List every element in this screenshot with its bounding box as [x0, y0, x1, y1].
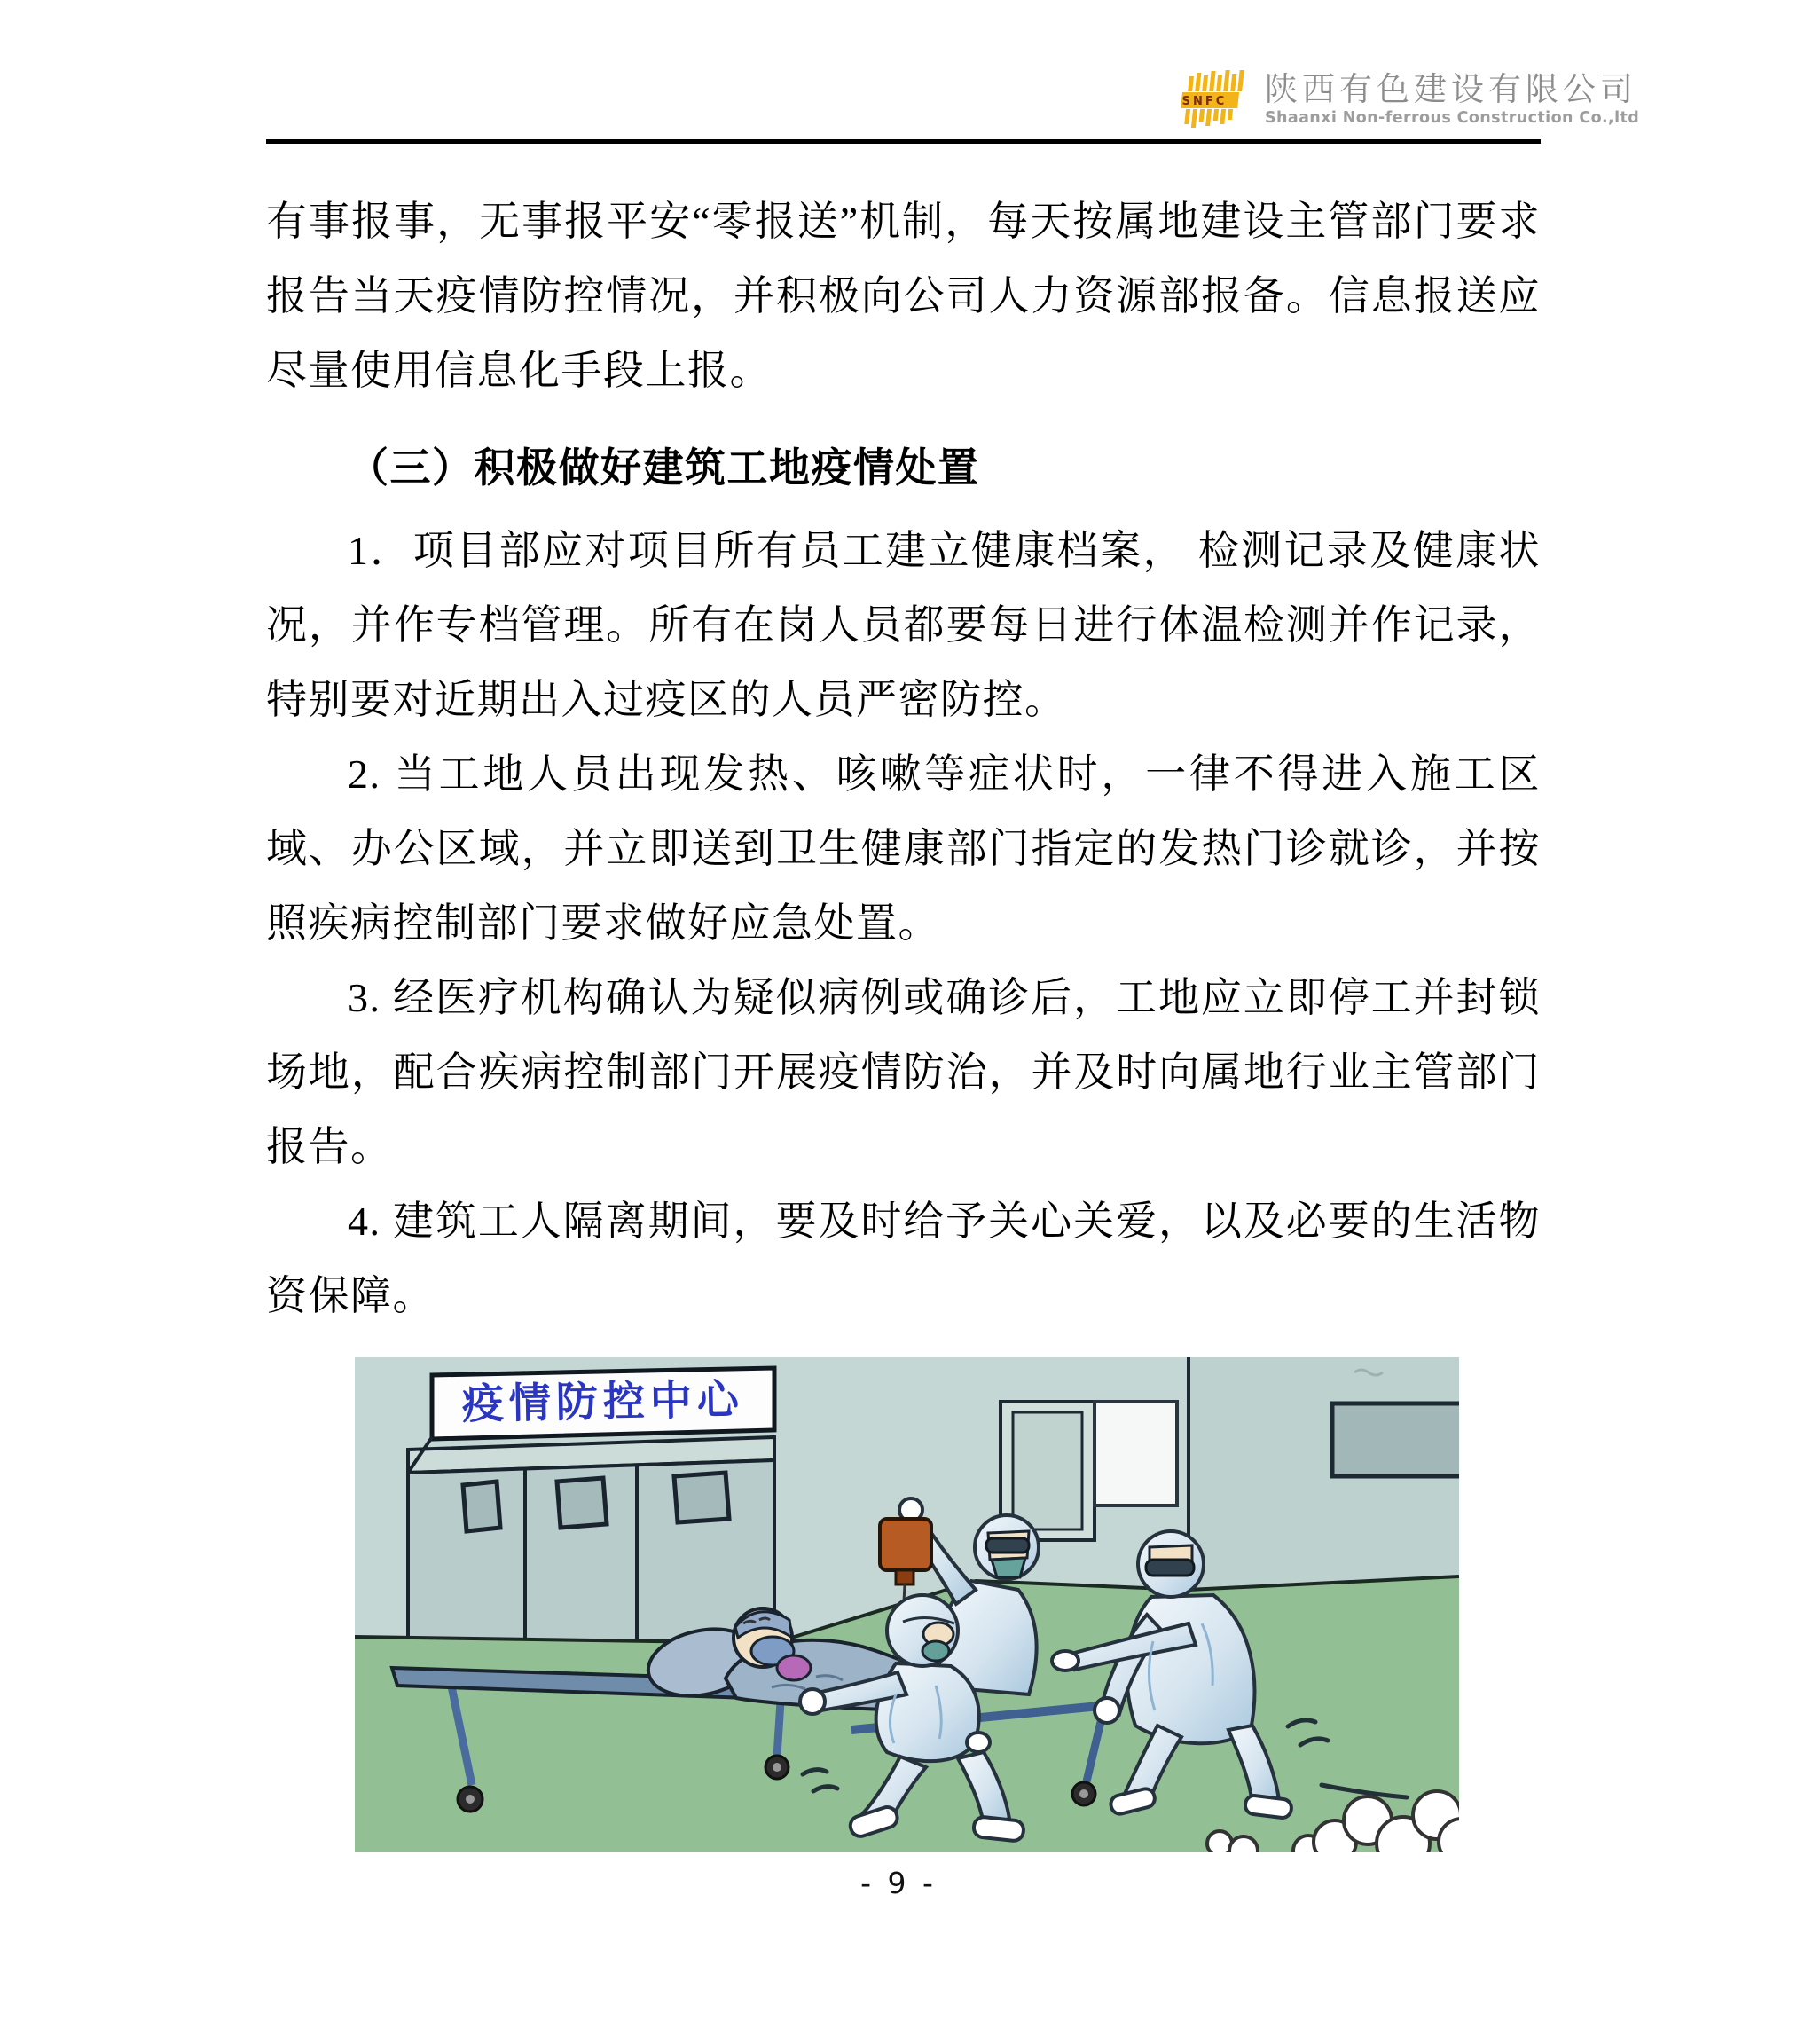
patient-scarf — [777, 1655, 811, 1680]
page-number: - 9 - — [860, 1866, 937, 1900]
door-window — [557, 1478, 607, 1528]
boot — [973, 1816, 1024, 1842]
list-item-4: 4. 建筑工人隔离期间，要及时给予关心关爱，以及必要的生活物资保障。 — [266, 1199, 1541, 1318]
goggles-icon — [986, 1538, 1029, 1553]
sign-text: 疫情防控中心 — [461, 1375, 745, 1429]
epidemic-control-cartoon — [355, 1357, 1459, 1852]
section-heading: （三）积极做好建筑工地疫情处置 — [348, 445, 980, 491]
goggles-icon — [1146, 1560, 1194, 1576]
entrance-facade — [408, 1368, 774, 1643]
right-wall-window — [1332, 1403, 1459, 1476]
door-window — [463, 1482, 500, 1531]
paragraph-intro: 有事报事，无事报平安“零报送”机制，每天按属地建设主管部门要求报告当天疫情防控情况，并积极向公司人力资源部报备。信息报送应尽量使用信息化手段上报。 — [266, 199, 1541, 393]
page-header — [1169, 67, 1639, 131]
glove — [1052, 1651, 1079, 1671]
iv-bottle — [880, 1519, 931, 1570]
glove — [800, 1689, 825, 1714]
company-name-en: Shaanxi Non-ferrous Construction Co.,ltd — [1265, 109, 1640, 127]
list-item-3: 3. 经医疗机构确认为疑似病例或确诊后，工地应立即停工并封锁场地，配合疾病控制部门开展疫情防治，并及时向属地行业主管部门报告。 — [266, 975, 1541, 1169]
glove — [1095, 1698, 1119, 1723]
company-name-zh: 陕西有色建设有限公司 — [1265, 70, 1637, 108]
boot — [1244, 1795, 1292, 1819]
list-item-1: 1．项目部应对项目所有员工建立健康档案， 检测记录及健康状况，并作专档管理。所有在岗人员都要每日进行体温检测并作记录，特别要对近期出入过疫区的人员严密防控。 — [266, 528, 1541, 722]
door-window — [674, 1473, 729, 1522]
header-divider — [266, 139, 1541, 144]
face-mask-icon — [992, 1558, 1025, 1577]
logo-acronym: SNFC — [1181, 95, 1228, 108]
list-item-2: 2. 当工地人员出现发热、咳嗽等症状时，一律不得进入施工区域、办公区域，并立即送到卫生健康部门指定的发热门诊就诊，并按照疾病控制部门要求做好应急处置。 — [266, 751, 1541, 946]
document-body — [266, 185, 1541, 1333]
face-mask-icon — [922, 1641, 949, 1661]
company-logo — [1169, 67, 1251, 131]
company-name-block — [1265, 72, 1639, 127]
glove — [967, 1733, 990, 1752]
